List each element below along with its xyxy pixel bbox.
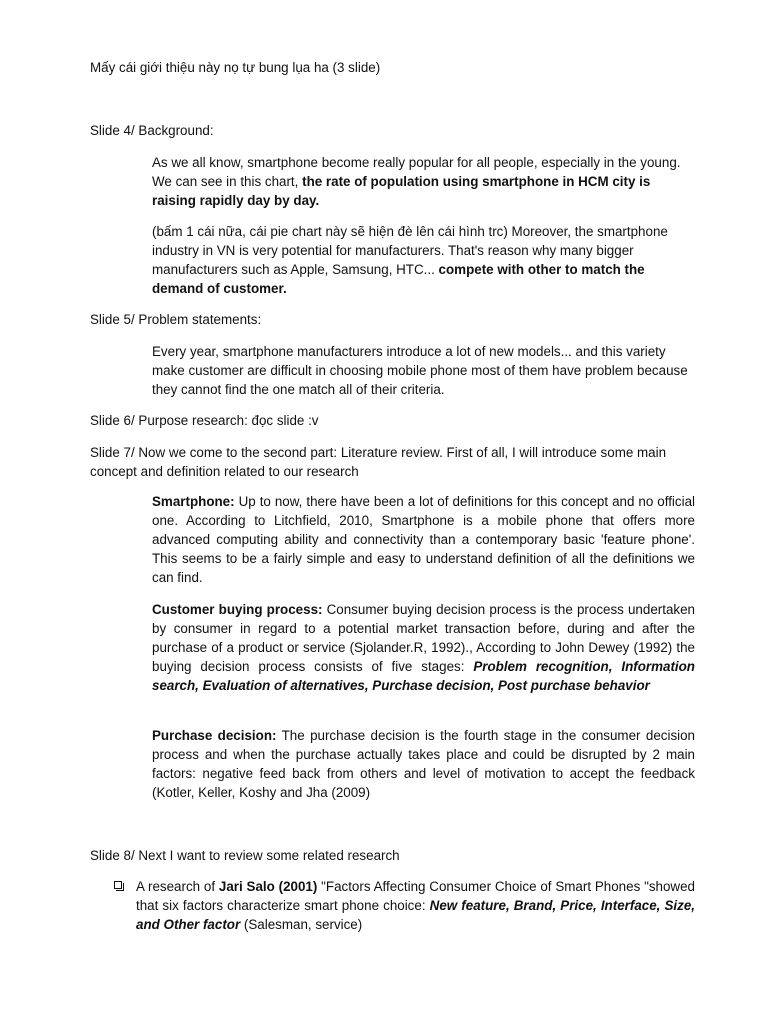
- slide8-heading: Slide 8/ Next I want to review some related research: [90, 848, 400, 863]
- related-research-1: [136, 877, 695, 934]
- slide4-paragraph-2: [152, 222, 695, 298]
- slide4-p1-text: As we all know, smartphone become really popular for all people, especially in the young. We can see in this chart,: [152, 155, 681, 189]
- checkbox-bullet-icon: [113, 879, 125, 891]
- customer-buying-process-definition: [152, 600, 695, 695]
- r1-tail: (Salesman, service): [240, 917, 363, 932]
- slide4-p2-text: (bấm 1 cái nữa, cái pie chart này sẽ hiện đè lên cái hình trc) Moreover, the smartphone industry in VN is very potential for manufacturers. That's reason why many bigger manufacturers such as Apple, Samsung, HTC...: [152, 224, 668, 277]
- smartphone-text: Up to now, there have been a lot of definitions for this concept and no official one. According to Litchfield, 2010, Smartphone is a mobile phone that offers more advanced computing ability and connectivity than a contemporary basic 'feature phone'. This seems to be a fairly simple and easy to understand definition of all the definitions we can find.: [152, 494, 695, 585]
- slide6-heading: Slide 6/ Purpose research: đọc slide :v: [90, 413, 319, 428]
- r1-intro: A research of: [136, 879, 219, 894]
- slide4-paragraph-1: [152, 153, 695, 210]
- cbp-stages: Problem recognition, Information search, Evaluation of alternatives, Purchase decision, Post purchase behavior: [152, 659, 695, 693]
- pd-text: The purchase decision is the fourth stage in the consumer decision process and when the purchase actually takes place and could be disrupted by 2 main factors: negative feed back from others and level of motivation to accept the feedback (Kotler, Keller, Koshy and Jha (2009): [152, 728, 696, 800]
- cbp-term: Customer buying process:: [152, 602, 323, 617]
- purchase-decision-definition: [152, 726, 695, 802]
- cbp-text: Consumer buying decision process is the process undertaken by consumer in regard to a potential market transaction before, during and after the purchase of a product or service (Sjolander.R, 1992)., According to John Dewey (1992) the buying decision process consists of five stages:: [152, 602, 695, 674]
- r1-author: Jari Salo (2001): [218, 879, 318, 894]
- slide5-heading: Slide 5/ Problem statements:: [90, 312, 262, 327]
- pd-term: Purchase decision:: [152, 728, 277, 743]
- r1-text: "Factors Affecting Consumer Choice of Smart Phones "showed that six factors characterize smart phone choice:: [136, 879, 695, 913]
- slide4-heading: Slide 4/ Background:: [90, 123, 214, 138]
- slide4-p1-bold: the rate of population using smartphone in HCM city is raising rapidly day by day.: [152, 174, 651, 208]
- slide7-heading: Slide 7/ Now we come to the second part: Literature review. First of all, I will introduce some main concept and definition related to our research: [90, 445, 667, 479]
- r1-factors: New feature, Brand, Price, Interface, Size, and Other factor: [136, 898, 695, 932]
- slide5-paragraph-1: Every year, smartphone manufacturers introduce a lot of new models... and this variety make customer are difficult in choosing mobile phone most of them have problem because they cannot find the one match all of their criteria.: [152, 344, 688, 397]
- intro-note: Mấy cái giới thiệu này nọ tự bung lụa ha (3 slide): [90, 60, 381, 75]
- smartphone-definition: [152, 492, 695, 587]
- slide4-p2-bold: compete with other to match the demand of customer.: [152, 262, 645, 296]
- smartphone-term: Smartphone:: [152, 494, 235, 509]
